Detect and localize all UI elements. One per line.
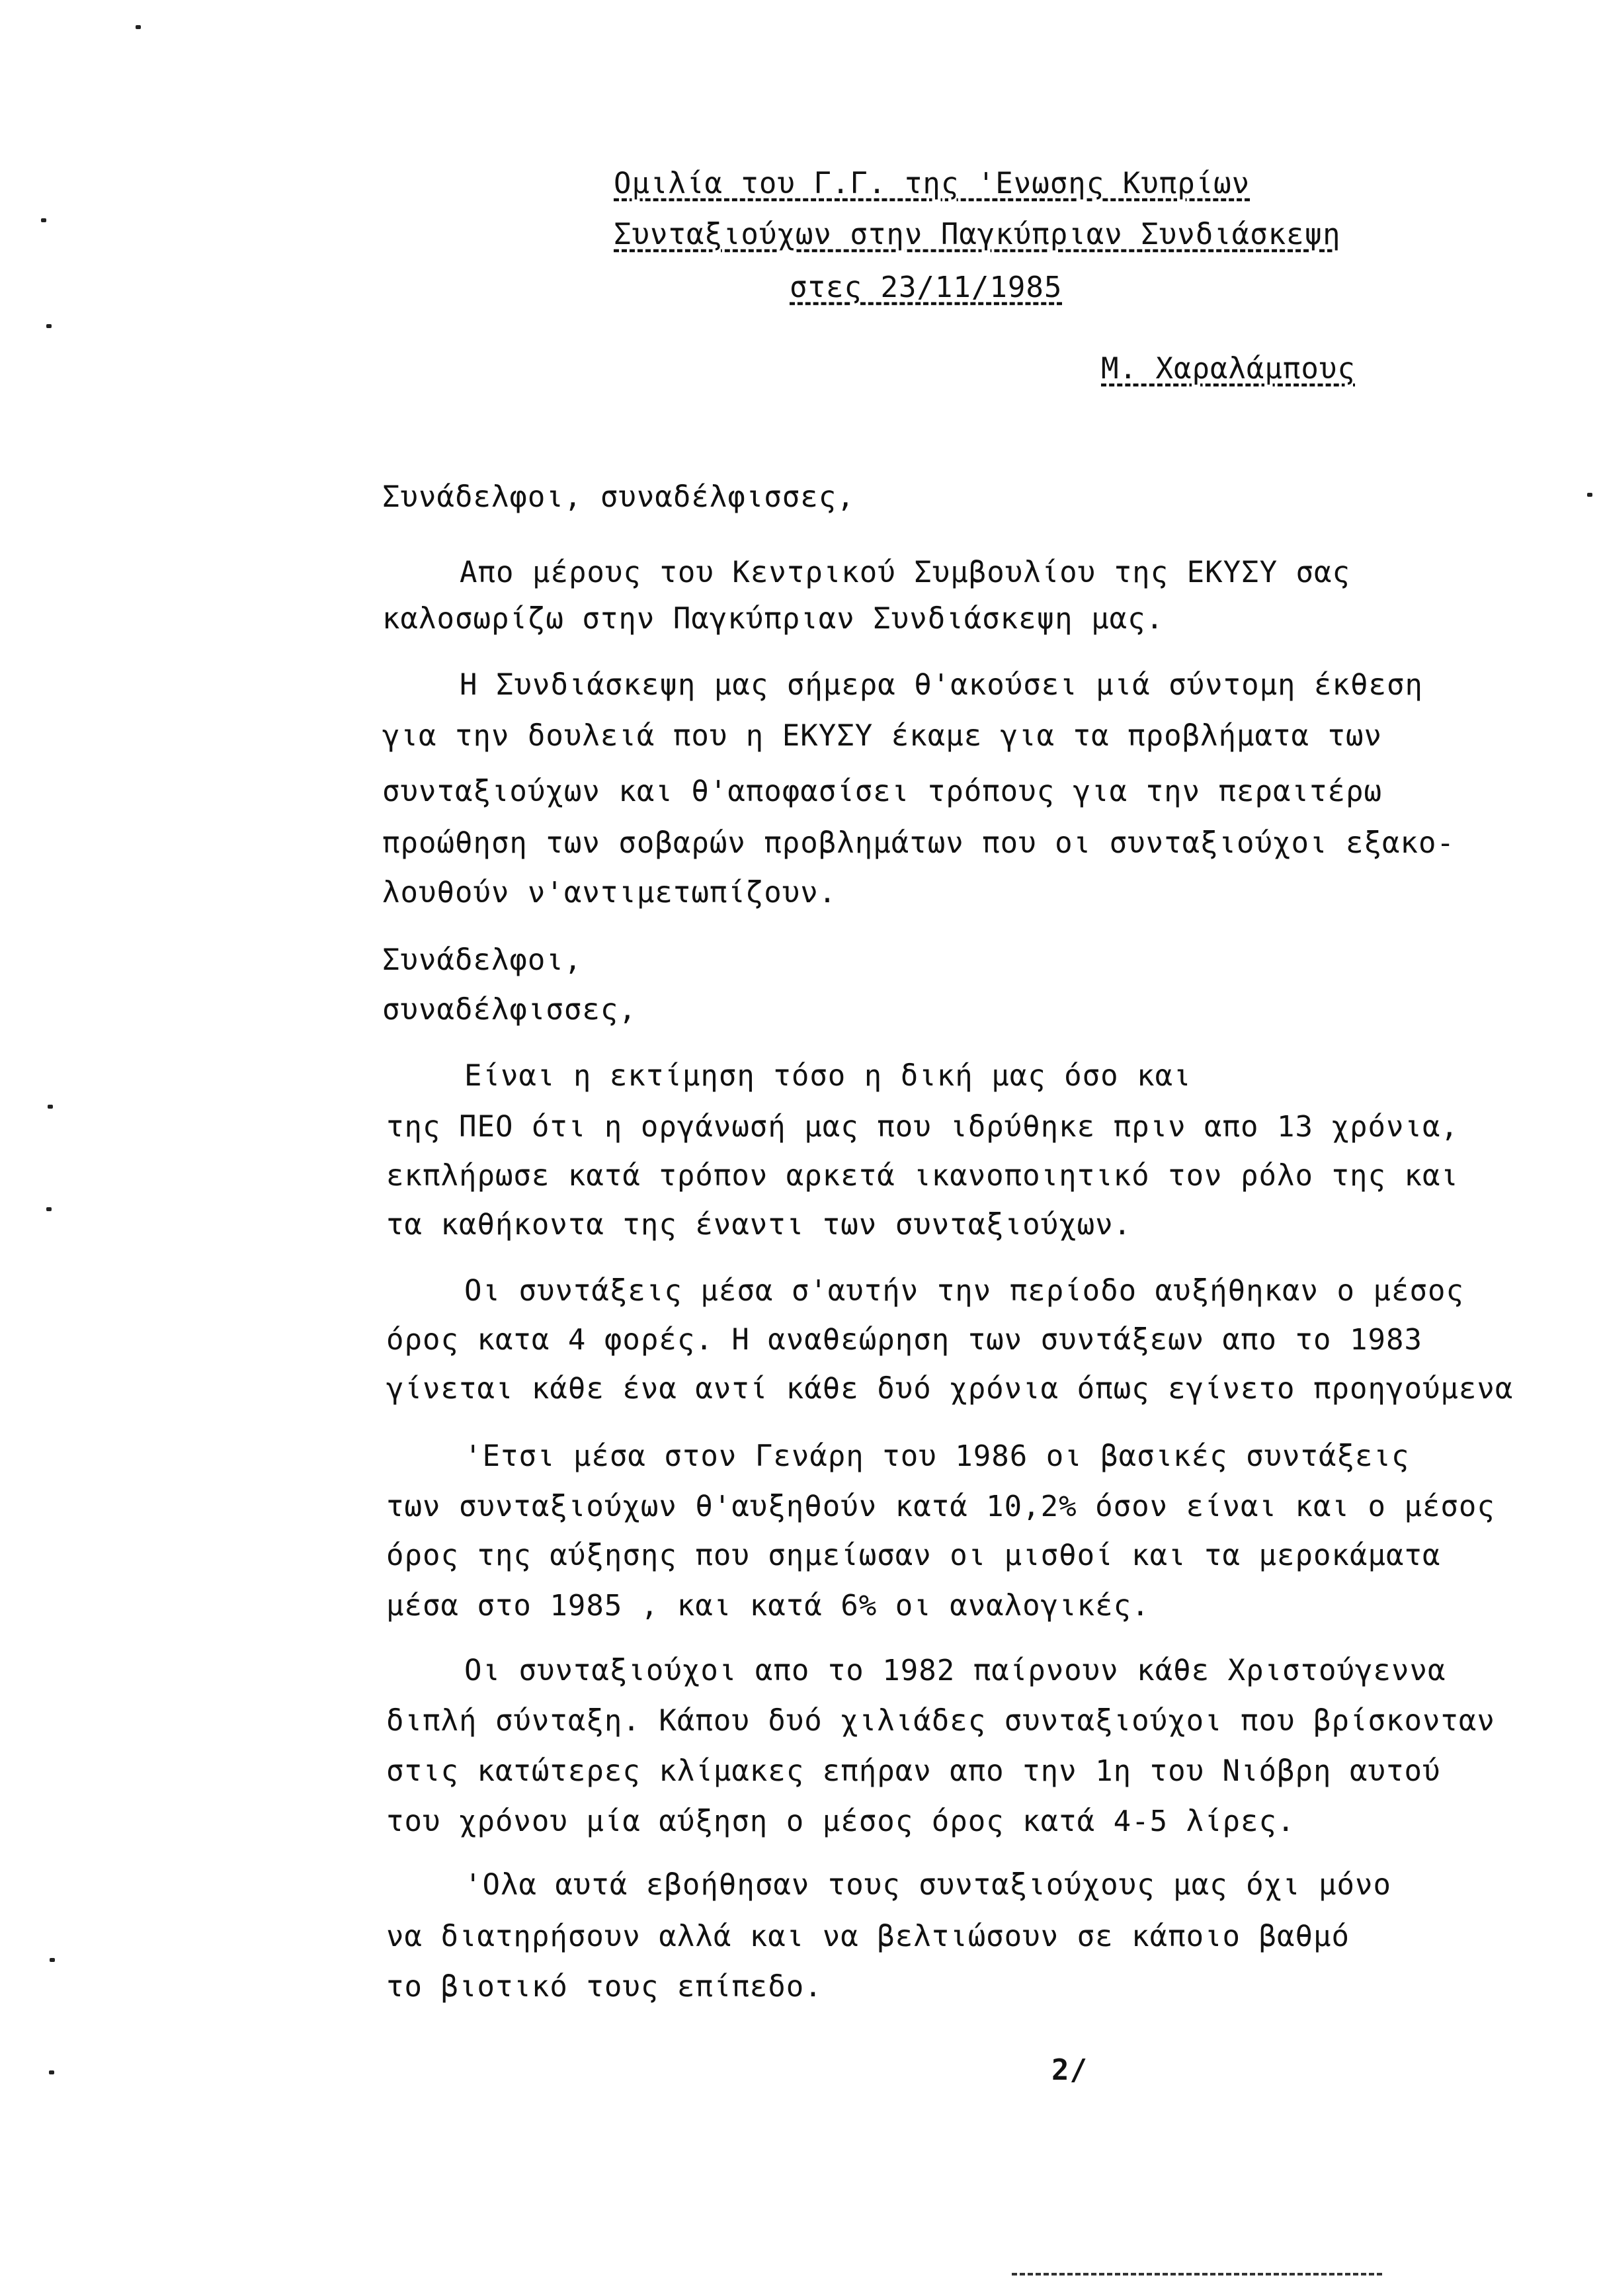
body-line: του χρόνου μία αύξηση ο μέσος όρος κατά 4-5 λίρες. xyxy=(386,1805,1295,1838)
scan-speck xyxy=(1587,493,1592,497)
body-line: της ΠΕΟ ότι η οργάνωσή μας που ιδρύθηκε πριν απο 13 χρόνια, xyxy=(386,1110,1459,1144)
body-line: εκπλήρωσε κατά τρόπον αρκετά ικανοποιητικό τον ρόλο της και xyxy=(386,1159,1459,1193)
body-line: διπλή σύνταξη. Κάπου δυό χιλιάδες συνταξιούχοι που βρίσκονταν xyxy=(386,1704,1495,1738)
footer-dashed-rule xyxy=(1012,2273,1382,2278)
body-line: 'Ολα αυτά εβοήθησαν τους συνταξιούχους μας όχι μόνο xyxy=(464,1868,1392,1902)
body-line: Η Συνδιάσκεψη μας σήμερα θ'ακούσει μιά σύντομη έκθεση xyxy=(460,668,1423,702)
title-line-1: Ομιλία του Γ.Γ. της 'Ενωσης Κυπρίων xyxy=(614,167,1251,200)
body-line: προώθηση των σοβαρών προβλημάτων που οι συνταξιούχοι εξακο- xyxy=(382,826,1455,860)
body-line: λουθούν ν'αντιμετωπίζουν. xyxy=(382,876,837,910)
scan-speck xyxy=(46,1207,52,1211)
body-line: γίνεται κάθε ένα αντί κάθε δυό χρόνια όπως εγίνετο προηγούμενα xyxy=(386,1372,1514,1406)
body-line: Είναι η εκτίμηση τόσο η δική μας όσο και xyxy=(464,1059,1192,1093)
body-line: τα καθήκοντα της έναντι των συνταξιούχων. xyxy=(386,1208,1132,1242)
scan-speck xyxy=(41,218,46,222)
body-line: όρος κατα 4 φορές. Η αναθεώρηση των συντάξεων απο το 1983 xyxy=(386,1323,1422,1357)
body-line: Συνάδελφοι, xyxy=(382,943,583,977)
body-line: στις κατώτερες κλίμακες επήραν απο την 1η του Νιόβρη αυτού xyxy=(386,1754,1441,1788)
title-line-2: Συνταξιούχων στην Παγκύπριαν Συνδιάσκεψη xyxy=(614,218,1341,251)
body-line: 'Ετσι μέσα στον Γενάρη του 1986 οι βασικές συντάξεις xyxy=(464,1439,1410,1473)
body-line: να διατηρήσουν αλλά και να βελτιώσουν σε κάποιο βαθμό xyxy=(386,1920,1350,1953)
scan-speck xyxy=(49,2070,54,2074)
body-line: το βιοτικό τους επίπεδο. xyxy=(386,1970,823,2004)
body-line: μέσα στο 1985 , και κατά 6% οι αναλογικές. xyxy=(386,1589,1150,1623)
scan-speck xyxy=(50,1958,55,1962)
body-line: Οι συντάξεις μέσα σ'αυτήν την περίοδο αυξήθηκαν ο μέσος xyxy=(464,1274,1464,1308)
author: Μ. Χαραλάμπους xyxy=(1101,352,1356,386)
body-line: συναδέλφισσες, xyxy=(382,993,637,1027)
title-line-3: στες 23/11/1985 xyxy=(790,271,1063,304)
body-line: καλοσωρίζω στην Παγκύπριαν Συνδιάσκεψη μας. xyxy=(382,602,1165,636)
body-line: για την δουλειά που η ΕΚΥΣΥ έκαμε για τα προβλήματα των xyxy=(382,719,1382,753)
body-line: Οι συνταξιούχοι απο το 1982 παίρνουν κάθε Χριστούγεννα xyxy=(464,1654,1446,1687)
scan-speck xyxy=(136,25,141,29)
body-line: Συνάδελφοι, συναδέλφισσες, xyxy=(382,480,855,514)
body-line: των συνταξιούχων θ'αυξηθούν κατά 10,2% όσον είναι και ο μέσος xyxy=(386,1490,1495,1523)
scan-speck xyxy=(46,324,52,328)
body-line: Απο μέρους του Κεντρικού Συμβουλίου της ΕΚΥΣΥ σας xyxy=(460,556,1351,589)
scan-speck xyxy=(48,1105,53,1109)
body-line: όρος της αύξησης που σημείωσαν οι μισθοί και τα μεροκάματα xyxy=(386,1539,1441,1572)
body-line: συνταξιούχων και θ'αποφασίσει τρόπους για την περαιτέρω xyxy=(382,775,1382,808)
page-marker: 2/ xyxy=(1051,2053,1088,2087)
